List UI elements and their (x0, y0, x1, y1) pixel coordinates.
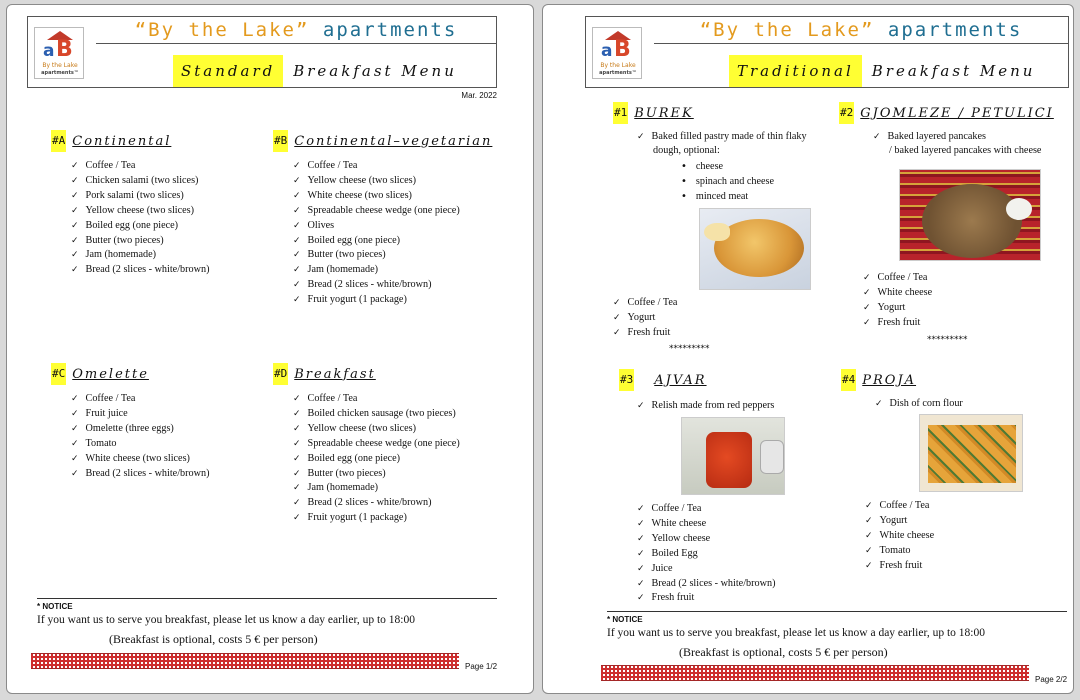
proja-photo (919, 414, 1023, 492)
menu-item: ✓ Fruit juice (71, 407, 209, 422)
section-number: #4 (841, 369, 856, 391)
section-number: #2 (839, 102, 854, 124)
menu-item: ✓ Fresh fruit (865, 559, 1069, 574)
menu-subtitle (729, 55, 1035, 87)
menu-item: ✓ Spreadable cheese wedge (one piece) (293, 204, 492, 219)
notice-label: * NOTICE (607, 615, 643, 624)
menu-item: ✓ White cheese (637, 517, 834, 532)
item-list (613, 296, 828, 341)
dish-description: ✓ Baked filled pastry made of thin flaky (637, 131, 807, 142)
notice-cost: (Breakfast is optional, costs 5 € per person) (679, 645, 888, 659)
menu-item: ✓ Chicken salami (two slices) (71, 174, 209, 189)
separator-stars: ********* (669, 344, 710, 355)
notice-cost: (Breakfast is optional, costs 5 € per person) (109, 632, 318, 646)
separator-stars: ********* (927, 334, 968, 345)
menu-item: ✓ White cheese (865, 529, 1069, 544)
menu-type: Standard (173, 55, 283, 87)
menu-item: ✓ Tomato (865, 544, 1069, 559)
section-title: GJOMLEZE / PETULICI (860, 105, 1054, 121)
dish-description: ✓ Dish of corn flour (875, 398, 963, 409)
dish-description-cont: dough, optional: (653, 145, 720, 156)
option-list (681, 160, 828, 205)
section-proja (841, 369, 1069, 574)
menu-item: ✓ Bread (2 slices - white/brown) (71, 467, 209, 482)
section-breakfast (273, 363, 460, 526)
section-continental (51, 130, 209, 278)
menu-item: ✓ Boiled Egg (637, 547, 834, 562)
ajvar-photo (681, 417, 785, 495)
section-number: #D (273, 363, 288, 385)
menu-item: ✓ Fresh fruit (637, 591, 834, 606)
menu-item: ✓ Coffee / Tea (637, 502, 834, 517)
menu-title: Breakfast Menu (871, 62, 1036, 80)
gjomleze-photo (899, 169, 1041, 261)
notice-text: If you want us to serve you breakfast, please let us know a day earlier, up to 18:00 (37, 614, 415, 626)
menu-item: ✓ Yogurt (863, 301, 1069, 316)
menu-page-2 (542, 4, 1074, 694)
section-title: AJVAR (654, 372, 707, 388)
menu-item: ✓ Yellow cheese (637, 532, 834, 547)
section-title: Breakfast (294, 366, 376, 382)
notice-block (37, 598, 497, 647)
section-title: Continental (72, 133, 172, 149)
brand-title: “By the Lake” apartments (654, 17, 1068, 44)
menu-item: ✓ Butter (two pieces) (293, 467, 460, 482)
section-number: #C (51, 363, 66, 385)
menu-item: ✓ White cheese (two slices) (293, 189, 492, 204)
menu-item: ✓ Butter (two pieces) (293, 248, 492, 263)
item-list (637, 502, 834, 606)
menu-item: ✓ Boiled egg (one piece) (293, 234, 492, 249)
menu-item: ✓ Yogurt (613, 311, 828, 326)
menu-item: ✓ Fruit yogurt (1 package) (293, 293, 492, 308)
menu-item: ✓ Coffee / Tea (863, 271, 1069, 286)
menu-item: ✓ Jam (homemade) (293, 263, 492, 278)
section-title: Continental–vegetarian (294, 133, 493, 149)
menu-item: ✓ Coffee / Tea (293, 392, 460, 407)
menu-subtitle (173, 55, 457, 87)
menu-item: ✓ Yogurt (865, 514, 1069, 529)
section-ajvar (619, 369, 834, 606)
option-item: • spinach and cheese (681, 175, 828, 190)
menu-item: ✓ Boiled chicken sausage (two pieces) (293, 407, 460, 422)
option-item: • cheese (681, 160, 828, 175)
notice-label: * NOTICE (37, 602, 73, 611)
dish-description: ✓ Baked layered pancakes (873, 131, 986, 142)
dish-description-cont: / baked layered pancakes with cheese (889, 145, 1042, 156)
menu-item: ✓ Coffee / Tea (71, 392, 209, 407)
menu-item: ✓ Yellow cheese (two slices) (71, 204, 209, 219)
brand-logo: a B By the Lake apartments™ (34, 27, 84, 79)
menu-item: ✓ Coffee / Tea (613, 296, 828, 311)
section-burek (613, 102, 828, 354)
section-title: PROJA (862, 372, 917, 388)
section-gjomleze (839, 102, 1069, 345)
menu-type: Traditional (729, 55, 862, 87)
item-list (71, 159, 209, 278)
menu-item: ✓ Bread (2 slices - white/brown) (293, 278, 492, 293)
menu-item: ✓ Yellow cheese (two slices) (293, 422, 460, 437)
dish-description: ✓ Relish made from red peppers (637, 400, 775, 411)
menu-item: ✓ Coffee / Tea (293, 159, 492, 174)
menu-item: ✓ Butter (two pieces) (71, 234, 209, 249)
menu-item: ✓ Olives (293, 219, 492, 234)
menu-item: ✓ Omelette (three eggs) (71, 422, 209, 437)
brand-title: “By the Lake” apartments (96, 17, 496, 44)
section-number: #B (273, 130, 288, 152)
menu-item: ✓ White cheese (863, 286, 1069, 301)
menu-item: ✓ Tomato (71, 437, 209, 452)
menu-item: ✓ Yellow cheese (two slices) (293, 174, 492, 189)
menu-item: ✓ Bread (2 slices - white/brown) (637, 577, 834, 592)
page-header (27, 16, 497, 88)
section-number: #1 (613, 102, 628, 124)
menu-item: ✓ Fruit yogurt (1 package) (293, 511, 460, 526)
item-list (865, 499, 1069, 574)
page-number: Page 1/2 (465, 662, 498, 671)
menu-item: ✓ Bread (2 slices - white/brown) (71, 263, 209, 278)
menu-item: ✓ Spreadable cheese wedge (one piece) (293, 437, 460, 452)
menu-item: ✓ Jam (homemade) (71, 248, 209, 263)
menu-page-1 (6, 4, 534, 694)
section-title: BUREK (634, 105, 694, 121)
menu-item: ✓ Fresh fruit (613, 326, 828, 341)
page-header (585, 16, 1069, 88)
menu-item: ✓ Coffee / Tea (865, 499, 1069, 514)
menu-item: ✓ Boiled egg (one piece) (293, 452, 460, 467)
item-list (293, 159, 492, 308)
item-list (863, 271, 1069, 331)
page-number: Page 2/2 (1035, 675, 1068, 684)
decorative-embroidery-border (31, 653, 459, 669)
menu-item: ✓ Juice (637, 562, 834, 577)
menu-item: ✓ Pork salami (two slices) (71, 189, 209, 204)
menu-item: ✓ White cheese (two slices) (71, 452, 209, 467)
section-title: Omelette (72, 366, 149, 382)
decorative-embroidery-border (601, 665, 1029, 681)
section-continental-vegetarian (273, 130, 492, 308)
menu-item: ✓ Fresh fruit (863, 316, 1069, 331)
option-item: • minced meat (681, 190, 828, 205)
menu-item: ✓ Bread (2 slices - white/brown) (293, 496, 460, 511)
menu-item: ✓ Coffee / Tea (71, 159, 209, 174)
item-list (293, 392, 460, 526)
notice-block (607, 611, 1067, 660)
section-number: #A (51, 130, 66, 152)
menu-date: Mar. 2022 (461, 91, 497, 100)
menu-item: ✓ Boiled egg (one piece) (71, 219, 209, 234)
menu-title: Breakfast Menu (293, 62, 457, 80)
section-omelette (51, 363, 209, 481)
item-list (71, 392, 209, 481)
brand-logo: a B By the Lake apartments™ (592, 27, 642, 79)
burek-photo (699, 208, 811, 290)
menu-item: ✓ Jam (homemade) (293, 481, 460, 496)
section-number: #3 (619, 369, 634, 391)
notice-text: If you want us to serve you breakfast, please let us know a day earlier, up to 18:00 (607, 627, 985, 639)
